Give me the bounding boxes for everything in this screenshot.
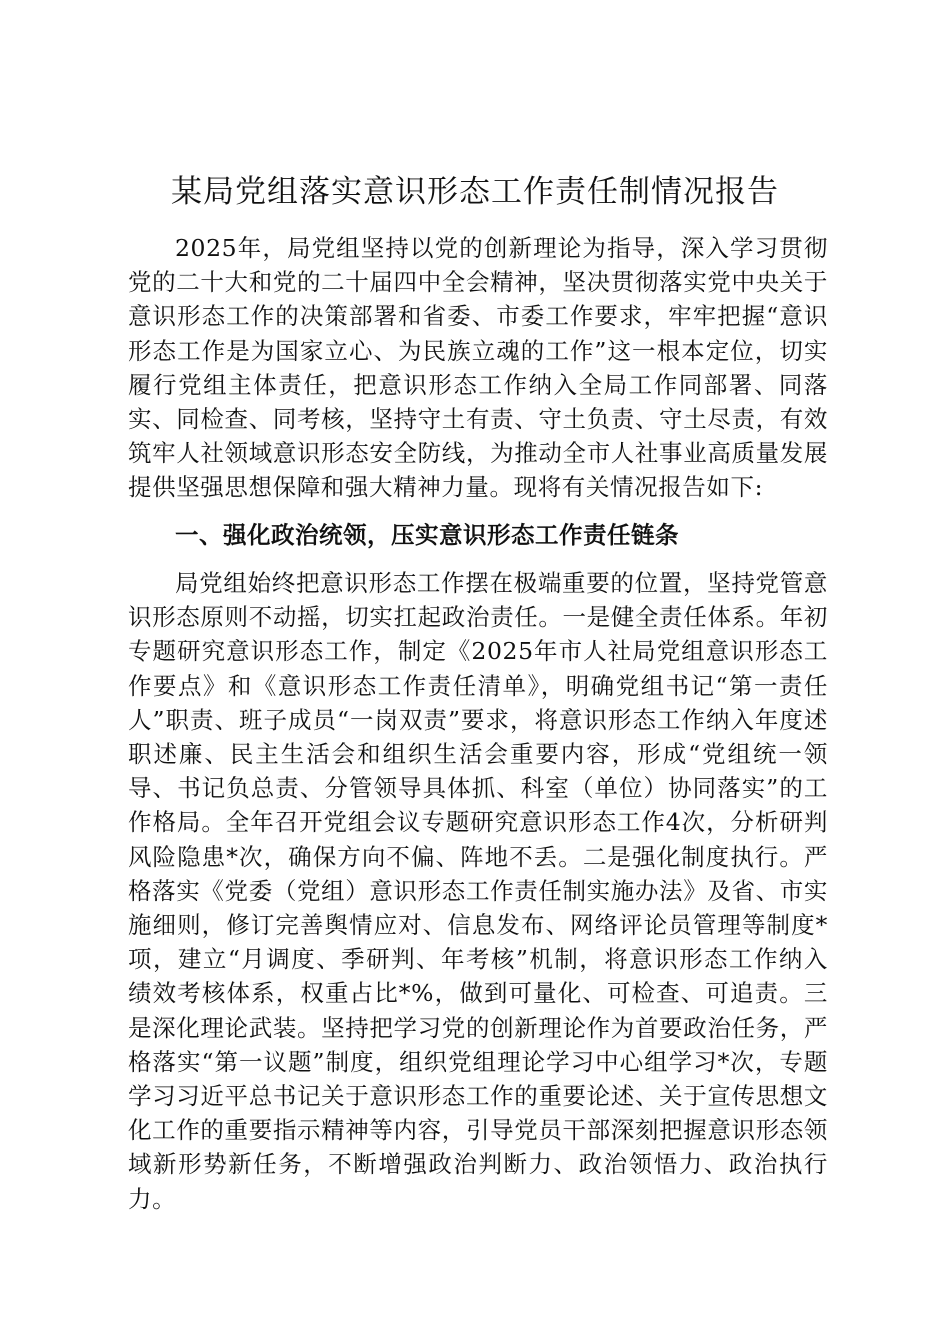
section-heading-1: 一、强化政治统领，压实意识形态工作责任链条 <box>175 521 679 549</box>
document-title: 某局党组落实意识形态工作责任制情况报告 <box>171 174 779 210</box>
section-1-paragraph: 局党组始终把意识形态工作摆在极端重要的位置，坚持党管意识形态原则不动摇，切实扛起政治责任。一是健全责任体系。年初专题研究意识形态工作，制定《2025年市人社局党组意识形态工作要点》和《意识形态工作责任清单》，明确党组书记“第一责任人”职责、班子成员“一岗双责”要求，将意识形态工作纳入年度述职述廉、民主生活会和组织生活会重要内容，形成“党组统一领导、书记负总责、分管领导具体抓、科室（单位）协同落实”的工作格局。全年召开党组会议专题研究意识形态工作4次，分析研判风险隐患*次，确保方向不偏、阵地不丢。二是强化制度执行。严格落实《党委（党组）意识形态工作责任制实施办法》及省、市实施细则，修订完善舆情应对、信息发布、网络评论员管理等制度*项，建立“月调度、季研判、年考核”机制，将意识形态工作纳入绩效考核体系，权重占比*%，做到可量化、可检查、可追责。三是深化理论武装。坚持把学习党的创新理论作为首要政治任务，严格落实“第一议题”制度，组织党组理论学习中心组学习*次，专题学习习近平总书记关于意识形态工作的重要论述、关于宣传思想文化工作的重要指示精神等内容，引导党员干部深刻把握意识形态领域新形势新任务，不断增强政治判断力、政治领悟力、政治执行力。 <box>128 569 828 1213</box>
intro-paragraph: 2025年，局党组坚持以党的创新理论为指导，深入学习贯彻党的二十大和党的二十届四中全会精神，坚决贯彻落实党中央关于意识形态工作的决策部署和省委、市委工作要求，牢牢把握“意识形态工作是为国家立心、为民族立魂的工作”这一根本定位，切实履行党组主体责任，把意识形态工作纳入全局工作同部署、同落实、同检查、同考核，坚持守土有责、守土负责、守土尽责，有效筑牢人社领域意识形态安全防线，为推动全市人社事业高质量发展提供坚强思想保障和强大精神力量。现将有关情况报告如下: <box>128 234 828 502</box>
